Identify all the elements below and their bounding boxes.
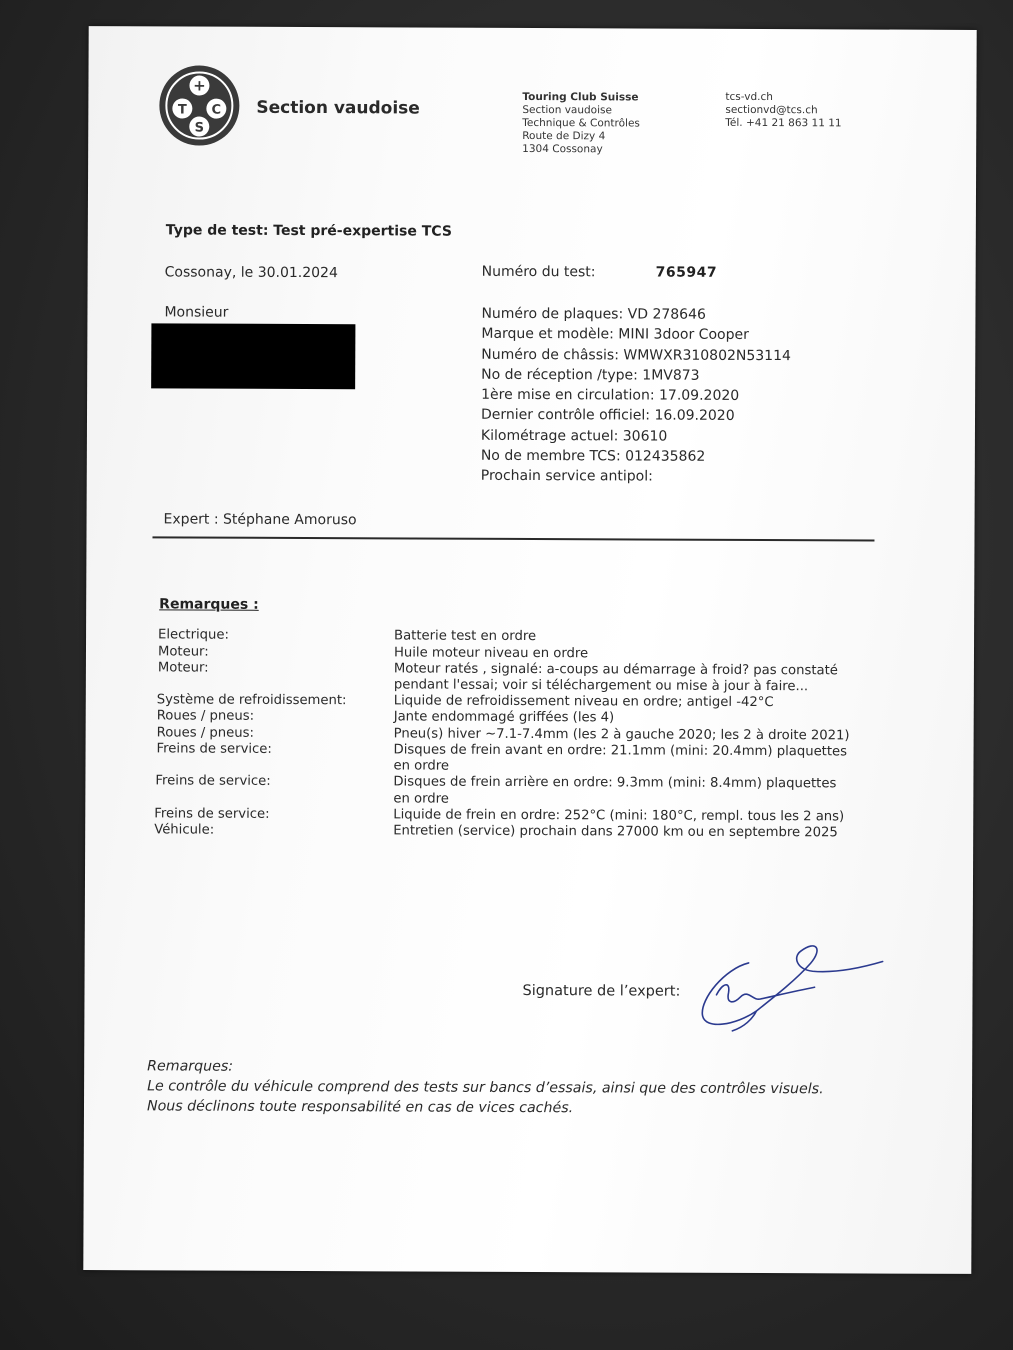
notes-line: Nous déclinons toute responsabilité en cas de vices cachés. <box>146 1098 574 1117</box>
remark-value: Pneu(s) hiver ~7.1-7.4mm (les 2 à gauche 2020; les 2 à droite 2021) <box>393 726 850 744</box>
date-line: Cossonay, le 30.01.2024 <box>164 264 338 282</box>
address-line: Technique & Contrôles <box>522 116 640 130</box>
document-page <box>83 26 976 1274</box>
remark-label: Moteur: <box>157 660 209 676</box>
logo-letter-bottom: S <box>194 120 204 136</box>
salutation: Monsieur <box>164 304 229 321</box>
logo-letter-right: C <box>211 102 222 118</box>
remark-label: Moteur: <box>157 644 209 660</box>
remark-value: Liquide de refroidissement niveau en ordre; antigel -42°C <box>393 693 774 711</box>
vehicle-model: Marque et modèle: MINI 3door Cooper <box>481 326 749 344</box>
remarks-title: Remarques : <box>159 596 259 613</box>
remark-value: Batterie test en ordre <box>394 628 537 645</box>
vehicle-plates: Numéro de plaques: VD 278646 <box>481 305 706 323</box>
remark-label: Système de refroidissement: <box>156 692 347 709</box>
notes-line: Le contrôle du véhicule comprend des tests sur bancs d’essais, ainsi que des contrôles visuels. <box>147 1078 824 1098</box>
test-number: 765947 <box>655 264 718 281</box>
redaction-box <box>151 323 355 389</box>
notes-title: Remarques: <box>147 1058 234 1075</box>
address-line: Section vaudoise <box>522 103 612 117</box>
remark-label: Roues / pneus: <box>156 708 255 724</box>
expert-name: Expert : Stéphane Amoruso <box>163 511 357 529</box>
test-type: Type de test: Test pré-expertise TCS <box>165 222 452 240</box>
address-line: Touring Club Suisse <box>522 90 639 104</box>
email: sectionvd@tcs.ch <box>725 103 818 117</box>
remark-value: en ordre <box>393 791 449 807</box>
footer-notes <box>147 1056 824 1119</box>
vehicle-next-antipol: Prochain service antipol: <box>480 468 653 485</box>
vehicle-member-number: No de membre TCS: 012435862 <box>480 447 706 465</box>
remark-label: Véhicule: <box>154 822 215 838</box>
remark-label: Freins de service: <box>156 741 272 757</box>
tcs-logo-icon <box>158 64 240 146</box>
remark-value: Moteur ratés , signalé: a-coups au démarrage à froid? pas constaté <box>393 661 838 679</box>
remark-label: Freins de service: <box>155 773 271 789</box>
logo-letter-left: T <box>177 102 187 118</box>
club-contact <box>725 91 841 131</box>
vehicle-reception: No de réception /type: 1MV873 <box>481 366 700 384</box>
website: tcs-vd.ch <box>725 90 773 104</box>
vehicle-chassis: Numéro de châssis: WMWXR310802N53114 <box>481 346 791 364</box>
phone: Tél. +41 21 863 11 11 <box>725 116 842 130</box>
remark-label: Freins de service: <box>154 806 270 822</box>
remark-value: Huile moteur niveau en ordre <box>393 645 589 662</box>
remark-label: Electrique: <box>158 627 230 643</box>
address-line: Route de Dizy 4 <box>522 129 606 143</box>
vehicle-first-registration: 1ère mise en circulation: 17.09.2020 <box>481 386 740 405</box>
logo-letter-top: + <box>193 76 206 95</box>
test-number-label: Numéro du test: <box>481 263 596 281</box>
vehicle-details <box>481 304 791 488</box>
signature-image <box>696 939 886 1035</box>
vehicle-mileage: Kilométrage actuel: 30610 <box>480 427 668 445</box>
remark-value: Disques de frein avant en ordre: 21.1mm (mini: 20.4mm) plaquettes <box>393 742 848 760</box>
remark-value: Disques de frein arrière en ordre: 9.3mm (mini: 8.4mm) plaquettes <box>393 774 837 792</box>
remark-value: Liquide de frein en ordre: 252°C (mini: 180°C, rempl. tous les 2 ans) <box>393 807 845 825</box>
vehicle-last-inspection: Dernier contrôle officiel: 16.09.2020 <box>480 407 735 425</box>
divider <box>152 536 874 541</box>
remark-label: Roues / pneus: <box>156 725 254 741</box>
section-title: Section vaudoise <box>256 97 420 119</box>
remark-value: Entretien (service) prochain dans 27000 km ou en septembre 2025 <box>393 823 838 841</box>
address-line: 1304 Cossonay <box>522 142 603 156</box>
club-address <box>522 91 640 157</box>
remark-value: en ordre <box>393 758 450 774</box>
remark-value: Jante endommagé griffées (les 4) <box>393 709 615 726</box>
signature-label: Signature de l’expert: <box>522 982 681 1000</box>
remark-value: pendant l'essai; voir si téléchargement ou mise à jour à faire... <box>393 677 809 695</box>
